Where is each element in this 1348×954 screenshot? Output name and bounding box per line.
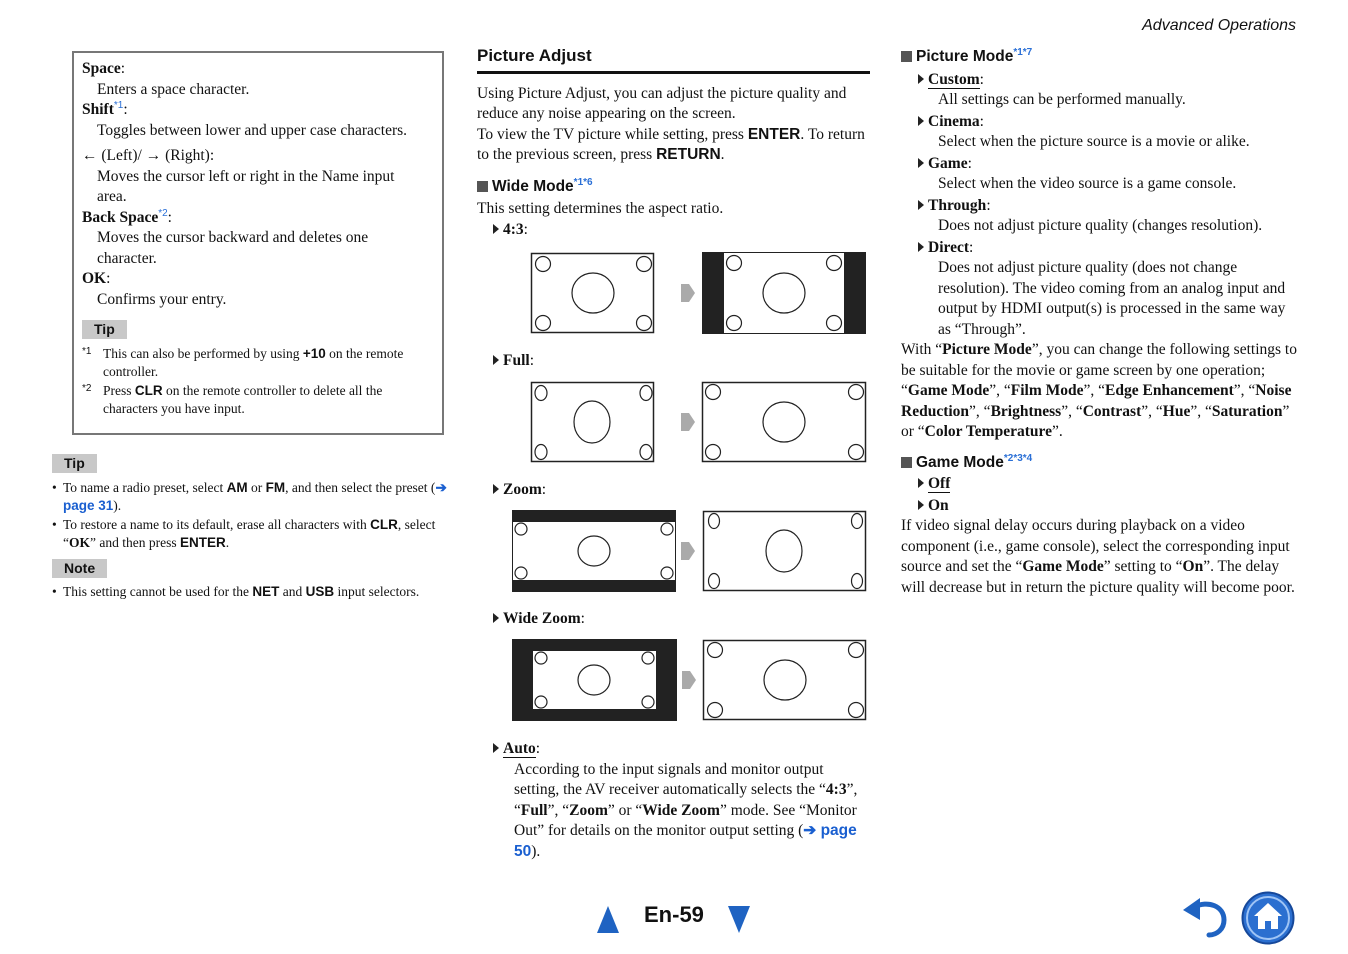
square-bullet-icon (901, 457, 912, 468)
key-reference-box (72, 51, 444, 435)
note-badge: Note (52, 559, 107, 578)
triangle-up-icon[interactable] (596, 905, 620, 934)
game-mode-heading: Game Mode$^{*2*3*4}$ (901, 453, 1299, 474)
page-number: En-59 (644, 902, 704, 927)
triangle-right-icon (918, 74, 924, 84)
key-backspace-desc: Moves the cursor backward and deletes one character. (97, 229, 369, 267)
tip-item-1: • To name a radio preset, select AM or FM, and then select the preset (➔ page 31). (52, 479, 448, 516)
tip-badge: Tip (52, 454, 97, 473)
triangle-right-icon (918, 500, 924, 510)
option-4-3: 4:3: (493, 220, 528, 241)
triangle-right-icon (493, 224, 499, 234)
square-bullet-icon (477, 181, 488, 192)
picture-mode-heading: Picture Mode$^{*1*7}$ (901, 47, 1299, 68)
pm-option-direct-desc: Does not adjust picture quality (does not change resolution). The video coming from an analog input and output by HDMI output(s) is processed in the same way as “Through”. (938, 259, 1286, 338)
triangle-right-icon (918, 116, 924, 126)
key-ok-desc: Confirms your entry. (97, 290, 227, 308)
pm-option-cinema: Cinema: (901, 112, 1299, 133)
option-wide-zoom: Wide Zoom: (493, 609, 585, 630)
diagram-full (512, 381, 868, 463)
triangle-down-icon[interactable] (727, 905, 751, 934)
section-header: Advanced Operations (1142, 17, 1296, 34)
pm-option-game: Game: (901, 154, 1299, 175)
link-page-31[interactable]: ➔ page 31 (63, 479, 447, 513)
pm-option-custom: Custom: (901, 70, 1299, 91)
pm-option-through: Through: (901, 196, 1299, 217)
triangle-right-icon (918, 478, 924, 488)
game-mode-paragraph: If video signal delay occurs during playback on a video component (i.e., game console), select the corresponding input source and set the “Game Mode” setting to “On”. The delay will decrease but in return the picture quality will become poor. (901, 517, 1295, 596)
triangle-right-icon (493, 743, 499, 753)
option-auto: Auto: According to the input signals and monitor output setting, the AV receiver automatically selects the “4:3”, “Full”, “Zoom” or “Wide Zoom” mode. See “Monitor Out” for details on the monitor output setting (➔ page 50). (493, 739, 869, 862)
pm-option-cinema-desc: Select when the picture source is a movie or alike. (938, 133, 1250, 150)
gm-option-off: Off (901, 474, 1299, 495)
box-tip-badge: Tip (82, 320, 127, 339)
triangle-right-icon (493, 613, 499, 623)
triangle-right-icon (918, 158, 924, 168)
footnote-2: *2 Press CLR on the remote controller to delete all the characters you have input. (82, 382, 383, 416)
pm-option-direct: Direct: (901, 238, 1299, 259)
home-icon[interactable] (1241, 891, 1295, 945)
option-full: Full: (493, 351, 534, 372)
picture-adjust-section (477, 46, 870, 220)
key-ok: OK: (82, 270, 111, 287)
link-page-50[interactable]: ➔ page 50 (514, 822, 857, 860)
footnote-1: *1 This can also be performed by using +10 on the remote controller. (82, 345, 404, 379)
gm-option-on: On (901, 496, 1299, 517)
pm-option-through-desc: Does not adjust picture quality (changes resolution). (938, 217, 1263, 234)
pm-option-game-desc: Select when the video source is a game console. (938, 175, 1237, 192)
auto-desc: According to the input signals and monitor output setting, the AV receiver automatically selects the “4:3”, “Full”, “Zoom” or “Wide Zoom” mode. See “Monitor Out” for details on the monitor output setting (➔ page 50). (514, 760, 858, 860)
triangle-right-icon (918, 200, 924, 210)
option-zoom: Zoom: (493, 480, 546, 501)
key-shift-desc: Toggles between lower and upper case characters. (97, 121, 408, 139)
wide-mode-desc: This setting determines the aspect ratio. (477, 200, 724, 217)
wide-mode-heading: Wide Mode$^{*1*6}$ (477, 177, 870, 198)
key-left-right-desc: Moves the cursor left or right in the Name input area. (97, 167, 395, 205)
tip-item-2: • To restore a name to its default, erase all characters with CLR, select “OK” and then press ENTER. (52, 516, 448, 553)
triangle-right-icon (493, 484, 499, 494)
square-bullet-icon (901, 51, 912, 62)
return-arrow-icon[interactable] (1180, 896, 1230, 938)
picture-mode-paragraph: With “Picture Mode”, you can change the following settings to be suitable for the movie or game screen by one operation; “Game Mode”, “Film Mode”, “Edge Enhancement”, “Noise Reduction”, “Brightness”, “Contrast”, “Hue”, “Saturation” or “Color Temperature”. (901, 341, 1297, 440)
key-backspace: Back Space$^{*2}$: (82, 207, 172, 226)
intro-text-2: To view the TV picture while setting, press ENTER. To return to the previous screen, press RETURN. (477, 125, 865, 163)
tips-section (52, 454, 448, 602)
triangle-right-icon (918, 242, 924, 252)
key-shift: Shift$^{*1}$: (82, 99, 128, 118)
key-left-right: ← (Left)/ → (Right): (82, 147, 215, 164)
picture-mode-section (901, 47, 1299, 598)
key-space: Space: (82, 60, 126, 77)
triangle-right-icon (493, 355, 499, 365)
diagram-4-3 (512, 252, 868, 334)
diagram-zoom (512, 510, 868, 592)
intro-text-1: Using Picture Adjust, you can adjust the picture quality and reduce any noise appearing on the screen. (477, 84, 847, 122)
key-space-desc: Enters a space character. (97, 80, 250, 98)
note-item-1: • This setting cannot be used for the NET and USB input selectors. (52, 583, 448, 602)
picture-adjust-title: Picture Adjust (477, 46, 592, 65)
diagram-wide-zoom (512, 639, 868, 721)
pm-option-custom-desc: All settings can be performed manually. (938, 91, 1186, 108)
title-rule (477, 71, 870, 74)
